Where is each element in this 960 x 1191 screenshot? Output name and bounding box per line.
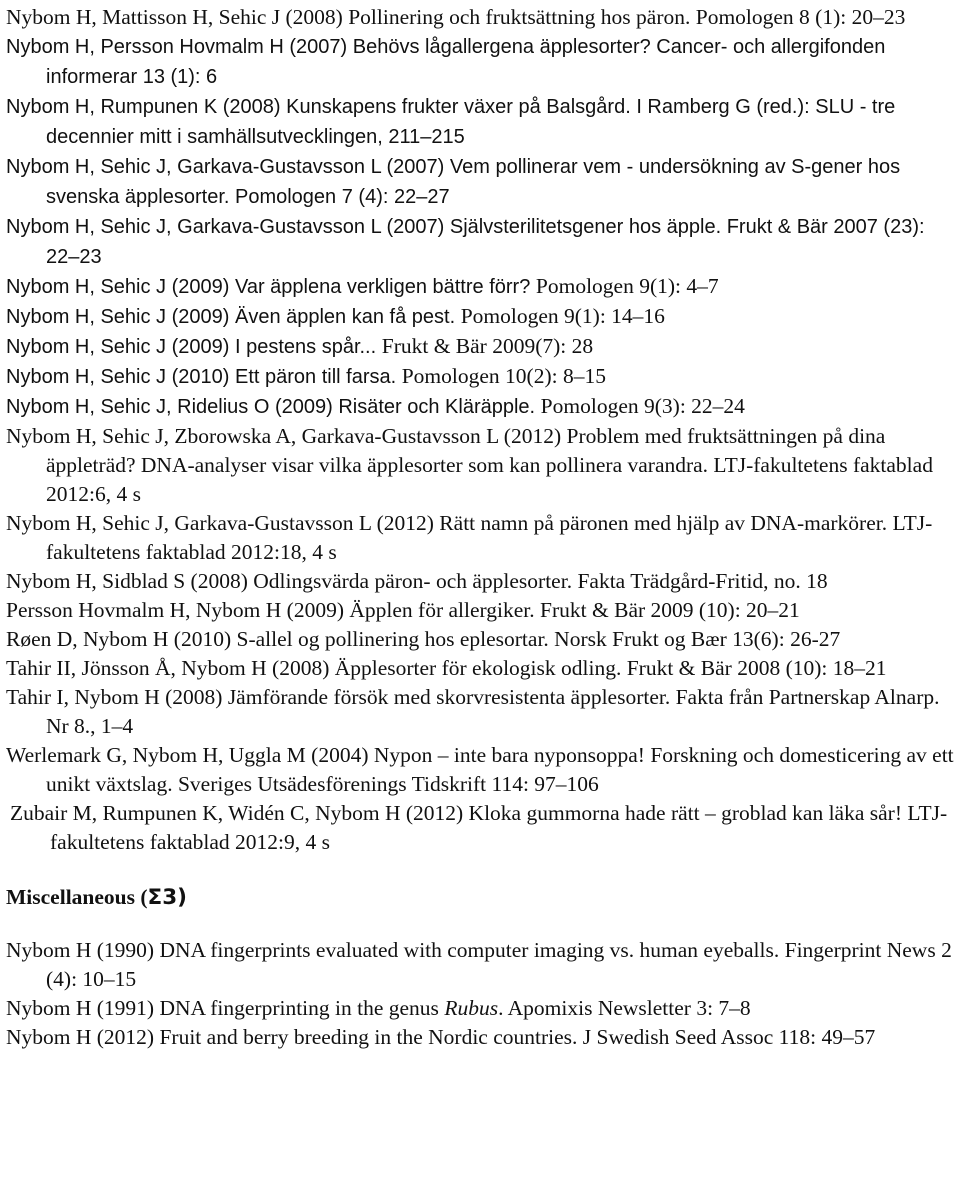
reference-text: Nybom H (1990) DNA fingerprints evaluated with computer imaging vs. human eyeballs. Fingerprint News 2 (4): 10–15	[6, 938, 952, 991]
reference-entry	[6, 994, 956, 1023]
reference-text: Pomologen 9(1): 14–16	[460, 304, 665, 328]
reference-text: Nybom H, Sehic J (2009) Var äpplena verkligen bättre förr?	[6, 276, 536, 298]
reference-text: Nybom H, Sehic J, Garkava-Gustavsson L (2007) Vem pollinerar vem - undersökning av S-gener hos svenska äpplesorter. Pomologen 7 (4): 22–27	[6, 156, 901, 208]
reference-entry	[6, 212, 956, 272]
reference-entry	[6, 92, 956, 152]
reference-entry	[6, 509, 956, 567]
reference-entry	[6, 422, 956, 509]
reference-text: Pomologen 9(3): 22–24	[540, 394, 745, 418]
reference-entry	[6, 654, 956, 683]
section-heading-symbol: Σ3)	[147, 885, 188, 910]
reference-text: Nybom H, Persson Hovmalm H (2007) Behövs lågallergena äpplesorter? Cancer- och allergifonden informerar 13 (1): 6	[6, 36, 886, 88]
reference-text: Nybom H, Sehic J (2009) I pestens spår...	[6, 336, 382, 358]
reference-text: Nybom H, Sehic J (2010) Ett päron till farsa.	[6, 366, 402, 388]
reference-entry	[6, 936, 956, 994]
reference-entry	[6, 741, 956, 799]
reference-entry	[6, 392, 956, 422]
reference-text: Nybom H (2012) Fruit and berry breeding in the Nordic countries. J Swedish Seed Assoc 118: 49–57	[6, 1025, 876, 1049]
reference-text: Persson Hovmalm H, Nybom H (2009) Äpplen för allergiker. Frukt & Bär 2009 (10): 20–21	[6, 598, 800, 622]
reference-entry	[6, 32, 956, 92]
reference-text: Rubus	[444, 996, 499, 1020]
section-heading-miscellaneous	[6, 883, 956, 912]
document-page	[6, 3, 956, 1052]
reference-text: Werlemark G, Nybom H, Uggla M (2004) Nypon – inte bara nyponsoppa! Forskning och domesticering av ett unikt växtslag. Sveriges Utsädesförenings Tidskrift 114: 97–106	[6, 743, 954, 796]
reference-entry	[6, 625, 956, 654]
reference-text: Nybom H, Sehic J (2009) Även äpplen kan få pest.	[6, 306, 461, 328]
reference-entry	[6, 332, 956, 362]
reference-entry	[6, 596, 956, 625]
reference-text: Zubair M, Rumpunen K, Widén C, Nybom H (2012) Kloka gummorna hade rätt – groblad kan läka sår! LTJ-fakultetens faktablad 2012:9, 4 s	[10, 801, 948, 854]
reference-entry	[6, 302, 956, 332]
reference-text: Nybom H, Mattisson H, Sehic J (2008) Pollinering och fruktsättning hos päron. Pomologen 8 (1): 20–23	[6, 5, 906, 29]
reference-entry	[6, 799, 956, 857]
reference-entry	[6, 567, 956, 596]
reference-text: Pomologen 10(2): 8–15	[401, 364, 606, 388]
reference-text: Nybom H, Sehic J, Zborowska A, Garkava-Gustavsson L (2012) Problem med fruktsättningen på dina äppleträd? DNA-analyser visar vilka äpplesorter som kan pollinera varandra. LTJ-fakultetens faktablad 2012:6, 4 s	[6, 424, 933, 506]
reference-text: Nybom H, Sehic J, Ridelius O (2009) Risäter och Kläräpple.	[6, 396, 541, 418]
reference-text: Tahir II, Jönsson Å, Nybom H (2008) Äpplesorter för ekologisk odling. Frukt & Bär 2008 (10): 18–21	[6, 656, 887, 680]
reference-text: Tahir I, Nybom H (2008) Jämförande försök med skorvresistenta äpplesorter. Fakta från Partnerskap Alnarp. Nr 8., 1–4	[6, 685, 940, 738]
reference-entry	[6, 362, 956, 392]
reference-text: Frukt & Bär 2009(7): 28	[381, 334, 594, 358]
reference-entry	[6, 1023, 956, 1052]
reference-entry	[6, 683, 956, 741]
reference-entry	[6, 152, 956, 212]
reference-text: . Apomixis Newsletter 3: 7–8	[498, 996, 751, 1020]
reference-text: Pomologen 9(1): 4–7	[535, 274, 719, 298]
reference-list	[6, 3, 956, 857]
section-heading-text: Miscellaneous (	[6, 885, 148, 909]
reference-text: Nybom H, Sidblad S (2008) Odlingsvärda päron- och äpplesorter. Fakta Trädgård-Fritid, no. 18	[6, 569, 828, 593]
reference-text: Nybom H, Sehic J, Garkava-Gustavsson L (2012) Rätt namn på päronen med hjälp av DNA-markörer. LTJ-fakultetens faktablad 2012:18, 4 s	[6, 511, 933, 564]
reference-text: Nybom H, Rumpunen K (2008) Kunskapens frukter växer på Balsgård. I Ramberg G (red.): SLU - tre decennier mitt i samhällsutvecklingen, 211–215	[6, 96, 896, 148]
reference-text: Nybom H, Sehic J, Garkava-Gustavsson L (2007) Självsterilitetsgener hos äpple. Frukt & Bär 2007 (23): 22–23	[6, 216, 925, 268]
reference-text: Nybom H (1991) DNA fingerprinting in the genus	[6, 996, 445, 1020]
reference-text: Røen D, Nybom H (2010) S-allel og pollinering hos eplesortar. Norsk Frukt og Bær 13(6): 26-27	[6, 627, 841, 651]
reference-entry	[6, 3, 956, 32]
reference-entry	[6, 272, 956, 302]
reference-list-miscellaneous	[6, 936, 956, 1052]
